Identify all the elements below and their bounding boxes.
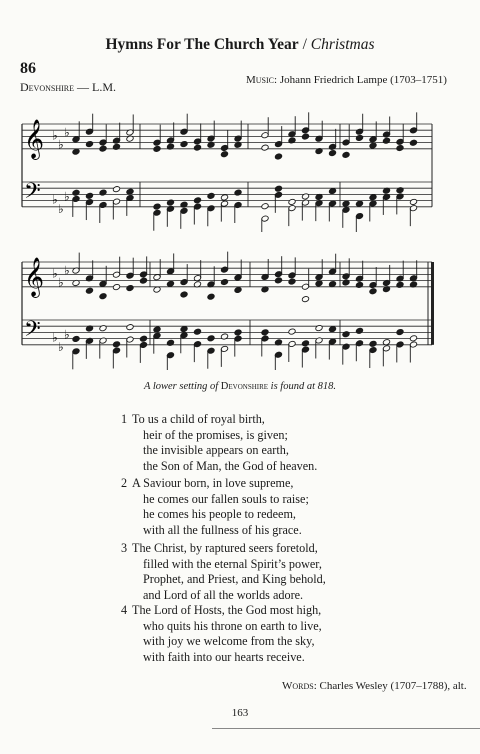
note-head [72, 189, 80, 196]
verse-line: with joy we welcome from the sky, [143, 634, 315, 649]
note-head [396, 329, 404, 336]
note-head [301, 133, 309, 140]
note-head [396, 281, 404, 288]
note-head [315, 325, 323, 332]
music-label: Music: [246, 74, 278, 86]
flat-key-signature: ♭ [64, 327, 70, 342]
note-head [207, 293, 215, 300]
note-head [261, 329, 269, 336]
note-head [220, 279, 228, 286]
verse-line: heir of the promises, is given; [143, 427, 288, 442]
note-head [153, 326, 161, 333]
note-head [355, 327, 363, 334]
note-head [369, 340, 377, 347]
verse-line: A Saviour born, in love supreme, [132, 476, 294, 490]
note-head [396, 187, 404, 194]
header-separator: / [298, 36, 311, 53]
verse-line: the Son of Man, the God of heaven. [143, 458, 318, 473]
note-head [382, 137, 390, 144]
note-head [207, 192, 215, 199]
bass-clef: 𝄢 [24, 317, 41, 347]
note-head [72, 148, 80, 155]
note-head [166, 280, 174, 287]
note-head [193, 197, 201, 204]
verse-number: 3 [121, 541, 128, 555]
treble-clef: 𝄞 [24, 257, 45, 297]
flat-key-signature: ♭ [64, 189, 70, 204]
note-head [261, 203, 269, 210]
note-head [126, 285, 134, 292]
treble-clef: 𝄞 [24, 119, 45, 159]
note-head [153, 145, 161, 152]
tune-info: Devonshire — L.M. [20, 80, 116, 94]
note-head [328, 150, 336, 157]
note-head [355, 281, 363, 288]
verse-line: who quits his throne on earth to live, [143, 618, 322, 633]
note-head [99, 145, 107, 152]
flat-key-signature: ♭ [52, 330, 58, 345]
verse-4 [121, 603, 322, 665]
note-head [220, 151, 228, 158]
note-head [261, 144, 269, 151]
note-head [180, 326, 188, 333]
note-head [112, 186, 120, 193]
note-head [153, 203, 161, 210]
verse-number: 2 [121, 476, 128, 490]
meter: L.M. [92, 80, 116, 94]
note-head [355, 134, 363, 141]
verse-line: The Christ, by raptured seers foretold, [132, 541, 318, 555]
note-head [342, 200, 350, 207]
note-head [288, 328, 296, 335]
verse-line: he comes our fallen souls to raise; [143, 491, 309, 506]
note-head [274, 185, 282, 192]
note-head [85, 287, 93, 294]
verse-line: the invisible appears on earth, [143, 443, 289, 458]
note-head [396, 144, 404, 151]
flat-key-signature: ♭ [64, 263, 70, 278]
page-header [0, 36, 480, 54]
note-head [72, 335, 80, 342]
verse-number: 1 [121, 412, 128, 426]
note-head [112, 341, 120, 348]
flat-key-signature: ♭ [52, 192, 58, 207]
verse-line: and Lord of all the worlds adore. [143, 587, 304, 602]
note-head [99, 293, 107, 300]
flat-key-signature: ♭ [64, 125, 70, 140]
lower-setting-note: A lower setting of Devonshire is found at 818. [143, 381, 337, 392]
note-head [234, 286, 242, 293]
note-head [180, 291, 188, 298]
final-bar-line [431, 262, 434, 345]
note-head [234, 189, 242, 196]
note-head [301, 340, 309, 347]
note-head [301, 193, 309, 200]
note-head [112, 143, 120, 150]
verse-line: filled with the eternal Spirit’s power, [143, 556, 322, 571]
hymn-number: 86 [20, 60, 36, 77]
verse-number: 4 [121, 603, 128, 617]
verse-3 [121, 541, 326, 603]
note-head [409, 198, 417, 205]
note-head [85, 192, 93, 199]
flat-key-signature: ♭ [58, 201, 64, 216]
bass-clef: 𝄢 [24, 179, 41, 209]
note-head [369, 142, 377, 149]
note-head [193, 328, 201, 335]
note-head [99, 325, 107, 332]
music-system-2 [0, 250, 480, 370]
flat-key-signature: ♭ [52, 266, 58, 281]
music-credit [246, 74, 447, 86]
note-head [126, 324, 134, 331]
note-head [409, 139, 417, 146]
note-head [342, 331, 350, 338]
note-head [288, 198, 296, 205]
verse-line: he comes his people to redeem, [143, 507, 296, 522]
note-head [301, 296, 309, 303]
note-head [193, 144, 201, 151]
note-head [220, 194, 228, 201]
note-head [139, 335, 147, 342]
page-number: 163 [231, 707, 249, 719]
verse-2 [121, 476, 309, 538]
note-head [207, 335, 215, 342]
tune-name: Devonshire [20, 80, 74, 94]
note-head [180, 141, 188, 148]
composer: Johann Friedrich Lampe (1703–1751) [279, 74, 447, 86]
note-head [369, 288, 377, 295]
note-head [166, 339, 174, 346]
flat-key-signature: ♭ [58, 137, 64, 152]
verse-line: To us a child of royal birth, [132, 412, 265, 426]
note-head [328, 188, 336, 195]
verse-line: with all the fullness of his grace. [143, 522, 302, 537]
note-head [85, 141, 93, 148]
note-head [355, 200, 363, 207]
verse-line: Prophet, and Priest, and King behold, [143, 572, 326, 587]
note-head [274, 277, 282, 284]
author: Charles Wesley (1707–1788), alt. [319, 680, 467, 692]
verse-line: The Lord of Hosts, the God most high, [132, 603, 322, 617]
note-head [328, 326, 336, 333]
note-head [234, 329, 242, 336]
note-head [342, 279, 350, 286]
section-title: Hymns For The Church Year [105, 36, 299, 53]
flat-key-signature: ♭ [58, 275, 64, 290]
note-head [369, 194, 377, 201]
flat-key-signature: ♭ [52, 128, 58, 143]
note-head [342, 151, 350, 158]
verse-1 [121, 412, 318, 474]
note-head [274, 153, 282, 160]
words-label: Words: [282, 680, 317, 692]
note-head [99, 189, 107, 196]
note-head [166, 199, 174, 206]
note-head [409, 335, 417, 342]
footer-rule [212, 728, 480, 729]
flat-key-signature: ♭ [58, 339, 64, 354]
note-head [139, 277, 147, 284]
note-head [112, 284, 120, 291]
music-system-1 [0, 112, 480, 232]
verse-line: with faith into our hearts receive. [143, 649, 305, 664]
note-head [288, 278, 296, 285]
season-title: Christmas [310, 36, 375, 53]
words-credit [282, 680, 467, 692]
